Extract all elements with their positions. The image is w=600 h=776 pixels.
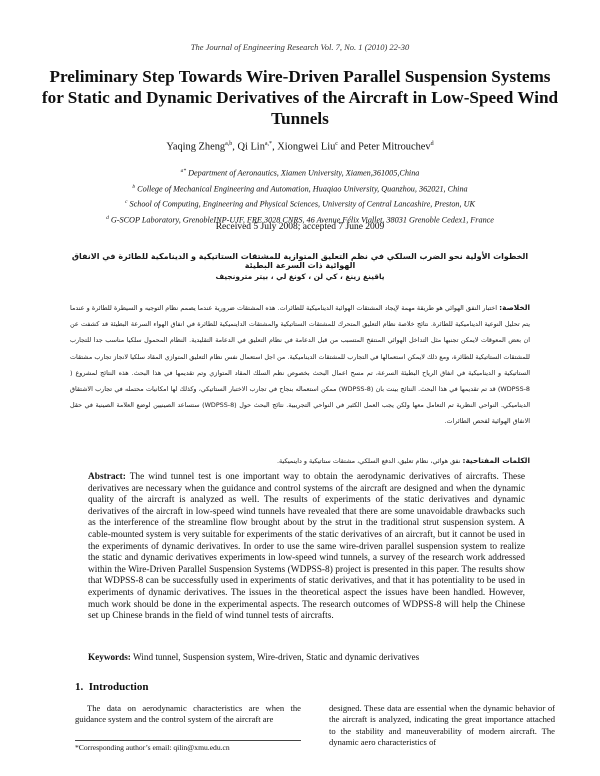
author-name: Qi Lin [237, 141, 265, 153]
affiliation-line: $^d$ G-SCOP Laboratory, GrenobleINP-UJF, FRE 3028 CNRS, 46 Avenue Félix Viallet, 38031 Grenoble Cedex1, France [106, 214, 494, 225]
received-dates: Received 5 July 2008; accepted 7 June 2009 [215, 222, 385, 232]
author-affil-mark: a,b [225, 141, 233, 147]
author-name: Peter Mitrouchev [358, 141, 431, 153]
journal-header: The Journal of Engineering Research Vol. 7, No. 1 (2010) 22-30 [190, 42, 410, 52]
arabic-authors: ياقينغ زينغ ، كي لن ، كونغ لي ، بيتر مترونجيف [215, 272, 385, 281]
abstract [88, 472, 525, 623]
affiliation-line: $^b$ College of Mechanical Engineering and Automation, Huaqiao University, Quanzhou, 362021, China [132, 183, 468, 194]
arabic-keywords [70, 456, 530, 465]
abstract-label: Abstract: [88, 472, 126, 482]
keywords-text: Wind tunnel, Suspension system, Wire-driven, Static and dynamic derivatives [130, 652, 420, 662]
paper-title: Preliminary Step Towards Wire-Driven Parallel Suspension Systems for Static and Dynamic Derivatives of the Aircraft in Low-Speed Wind Tunnels [41, 67, 559, 128]
corresponding-author-footnote: *Corresponding author’s email: qilin@xmu.edu.cn [75, 743, 230, 752]
affiliation-line: $^{a*}$ Department of Aeronautics, Xiamen University, Xiamen,361005,China [180, 168, 420, 178]
author-affil-mark: d [430, 141, 434, 147]
arabic-abstract-label: الخلاصة: [499, 303, 530, 312]
arabic-abstract [70, 300, 530, 430]
author-affil-mark: a,* [264, 141, 273, 147]
author-conjunction: and [337, 141, 359, 153]
author-name: Yaqing Zheng [166, 141, 226, 153]
keywords-label: Keywords: [88, 652, 131, 662]
author-list: Yaqing Zheng$^{a,b}$, Qi Lin$^{a,*}$, Xiongwei Liu$^c$ and Peter Mitrouchev$^d$ [166, 141, 434, 153]
affiliation-list [0, 165, 600, 227]
footnote-rule [75, 740, 301, 741]
arabic-keywords-label: الكلمات المفتاحية: [462, 456, 530, 465]
section-heading-introduction: 1. Introduction [75, 681, 149, 693]
abstract-text: The wind tunnel test is one important way to obtain the aerodynamic derivatives of aircrafts. These derivatives are necessary when the guidance and control systems of the aircraft are designed and when the dynamic quality of the aircraft is analyzed as well. The results of experiments of the static derivatives and dynamic derivatives of the aircraft in low-speed wind tunnels have revealed that there are some unavoidable drawbacks such as the interference of the streamline flow brought about by the strut in the traditional strut suspension system. A cable-mounted system is very suitable for experiments of the static derivatives of an aircraft, but it cannot be used in the experiments of dynamic derivatives. In order to use the same wire-driven parallel suspension system to realize the static and dynamic derivatives experiments in low-speed wind tunnels, a survey of the research work addressed within the Wire-Driven Parallel Suspension Systems (WDPSS-8) project is presented in this paper. The results show that WDPSS-8 can be successfully used in experiments of static derivatives, and that it has potentiality to be used in experiments of dynamic derivatives. The issues in the theoretical aspect the issues have been handled. However, much work should be done in the experimental aspects. The research outcomes of WDPSS-8 will help the Chinese set up Chinese brands in the field of wind tunnel tests of aircrafts. [88, 472, 525, 622]
arabic-keywords-text: نفق هوائي، نظام تعليق، الدفع السلكي، مشتقات ستاتيكية و داينميكية. [276, 457, 461, 465]
arabic-abstract-text: اختبار النفق الهوائي هو طريقة مهمة لإيجاد المشتقات الهوائية الديناميكية للطائرات. هذه المشتقات ضرورية عندما يصمم نظام التوجيه و السيطرة للطائرة و عندما يتم تحليل النوعية الديناميكية للطائرة. نتائج خلاصة نظام التعليق المتحرك للمشتقات الستاتيكية والمشتقات الداينميكية للطائرة في انفاق الهواء السرعة البطيئة قد كشفت عن ان بعض المعوقات لايمكن تجنبها مثل التداخل الهوائي المنتفخ المتسبب من قبل الدعامة في نظام التعليق في الدعامة التقليدية. النظام المحمول سلكيا مناسب جدا للتجارب للمشتقات الستاتيكية للطائرة، ومع ذلك لايمكن استعمالها في التجارب للمشتقات الديناميكية. من اجل استعمال نفس نظام التعليق المتوازي المقاد سلكيا لانجاز تجارب مشتقات الستاتيكية و الديناميكية في انفاق الرياح البطيئة السرعة، تم مسح اعمال البحث بخصوص نظم السلك المقاد المتوازي وتم تقديمها في هذا البحث. هذه النتائج لمشروع ( WDPSS-8) قد تم تقديمها في هذا البحث. النتائج بينت بان (WDPSS-8) ممكن استعماله بنجاح في تجارب الاختبار الستاتيكي، وكذلك لها امكانيات محتمله في تجارب الاشتقاق الديناميكي. النواحي النظرية تم التعامل معها ولكن يجب العمل الكثير في النواحي التجريبية. نتائج البحث حول (WDPSS-8) ستساعد الصينيين لوضع العلامة الصينية في حقل الانفاق الهوائية لفحص الطائرات. [70, 304, 531, 426]
keywords [88, 652, 525, 662]
intro-right-column: designed. These data are essential when the dynamic behavior of the aircraft is analyzed, indicating the great importance attached to the stability and maneuverability of modern aircraft. The dynamic aero characteristics of [329, 703, 555, 748]
arabic-title: الخطوات الأولية نحو الضرب السلكي في نظم التعليق المتوازية للمشتقات الستاتيكية و الدينامكية للطائرة في الانفاق الهوائية ذات السرعة البطيئة [71, 252, 529, 270]
intro-left-column: The data on aerodynamic characteristics are when the guidance system and the control system of the aircraft are [75, 703, 301, 725]
author-affil-mark: c [335, 141, 338, 147]
author-name: Xiongwei Liu [277, 141, 336, 153]
affiliation-line: $^c$ School of Computing, Engineering and Physical Sciences, University of Central Lancashire, Preston, UK [125, 199, 475, 209]
